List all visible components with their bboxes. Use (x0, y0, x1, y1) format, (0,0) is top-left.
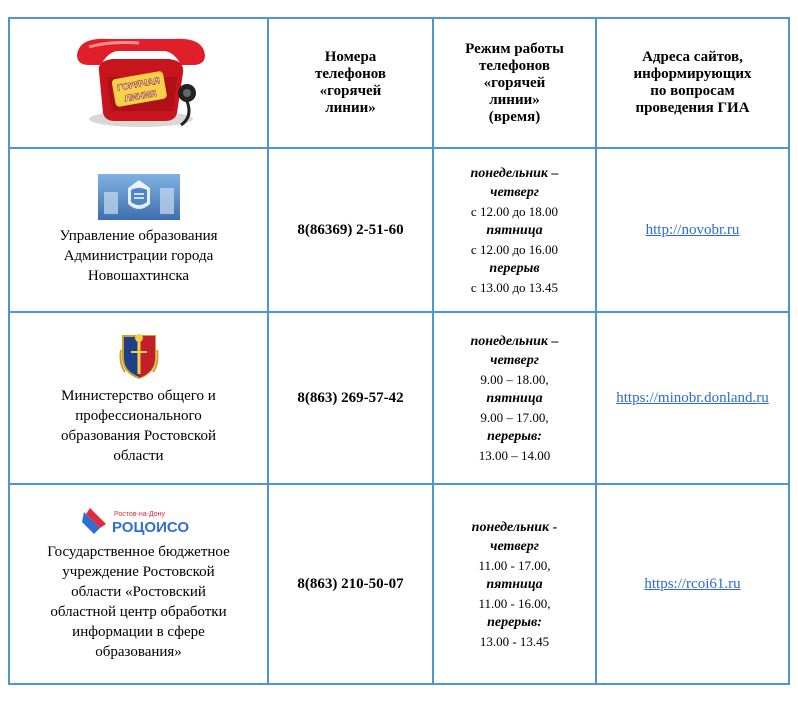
schedule-days: четверг (490, 538, 539, 554)
schedule-days: пятница (486, 390, 543, 406)
schedule-time: с 12.00 до 16.00 (470, 241, 559, 257)
website-link[interactable]: https://minobr.donland.ru (616, 390, 769, 406)
table-row (9, 484, 789, 684)
org-name-line: образования» (95, 644, 182, 660)
org-name-line: области (113, 448, 164, 464)
education-department-logo (98, 174, 180, 220)
org-cell (9, 484, 268, 684)
schedule-break-label: перерыв (489, 260, 540, 276)
schedule-time: 13.00 - 13.45 (479, 633, 550, 649)
schedule-cell (433, 484, 596, 684)
org-name-line: области «Ростовский (71, 584, 206, 600)
org-name-line: информации в сфере (72, 624, 205, 640)
phone-number: 8(86369) 2-51-60 (268, 148, 433, 312)
rostov-coat-of-arms-icon (119, 330, 159, 380)
schedule-days: четверг (490, 352, 539, 368)
header-line: телефонов (314, 66, 387, 82)
hotline-table (8, 17, 790, 685)
schedule-days: понедельник – (470, 165, 559, 181)
org-name-line: областной центр обработки (50, 604, 227, 620)
schedule-time: 9.00 – 18.00, (480, 371, 549, 387)
schedule-time: 11.00 - 17.00, (478, 557, 551, 573)
header-line: Адреса сайтов, (642, 49, 743, 65)
website-link[interactable]: https://rcoi61.ru (644, 576, 741, 592)
header-line: линии» (489, 91, 540, 108)
schedule-days: пятница (486, 576, 543, 592)
header-line: Номера (324, 49, 377, 65)
hotline-phone-icon (69, 31, 209, 131)
schedule-days: четверг (490, 184, 539, 200)
schedule-break-label: перерыв: (487, 428, 542, 444)
header-line: (время) (488, 108, 541, 125)
header-schedule (433, 18, 596, 148)
schedule-days: понедельник - (471, 519, 558, 535)
svg-text:Ростов-на-Дону: Ростов-на-Дону (113, 511, 165, 518)
header-line: телефонов (478, 57, 551, 74)
rcoi-logo (80, 506, 198, 536)
website-cell (596, 312, 789, 484)
schedule-time: 11.00 - 16.00, (478, 595, 551, 611)
header-line: информирующих (633, 66, 752, 82)
svg-text:РОЦОИСО: РОЦОИСО (111, 519, 189, 536)
header-line: проведения ГИА (635, 100, 750, 116)
header-line: «горячей (483, 74, 546, 91)
header-line: «горячей (319, 83, 382, 99)
svg-text:ЛИНИЯ: ЛИНИЯ (123, 87, 157, 104)
website-cell (596, 484, 789, 684)
schedule-cell (433, 312, 596, 484)
schedule-break-label: перерыв: (487, 614, 542, 630)
phone-number: 8(863) 269-57-42 (268, 312, 433, 484)
schedule-time: с 12.00 до 18.00 (470, 203, 559, 219)
header-row (9, 18, 789, 148)
org-name-line: Новошахтинска (87, 268, 190, 284)
header-line: линии» (325, 100, 376, 116)
table-row (9, 148, 789, 312)
table-row (9, 312, 789, 484)
schedule-time: 9.00 – 17.00, (480, 409, 549, 425)
org-name-line: образования Ростовской (61, 428, 216, 444)
header-phone-numbers (268, 18, 433, 148)
org-name-line: Управление образования (59, 228, 218, 244)
svg-text:ГОРЯЧАЯ: ГОРЯЧАЯ (115, 74, 161, 93)
org-name-line: Администрации города (63, 248, 214, 264)
website-link[interactable]: http://novobr.ru (645, 222, 740, 238)
org-cell (9, 148, 268, 312)
schedule-days: пятница (486, 222, 543, 238)
org-cell (9, 312, 268, 484)
website-cell (596, 148, 789, 312)
org-name-line: профессионального (75, 408, 202, 424)
schedule-days: понедельник – (470, 333, 559, 349)
org-name-line: учреждение Ростовской (62, 564, 215, 580)
phone-number: 8(863) 210-50-07 (268, 484, 433, 684)
header-logo-cell (9, 18, 268, 148)
header-line: по вопросам (650, 83, 735, 99)
schedule-time: 13.00 – 14.00 (478, 447, 551, 463)
org-name-line: Государственное бюджетное (47, 544, 230, 560)
header-line: Режим работы (465, 40, 564, 57)
org-name-line: Министерство общего и (61, 388, 216, 404)
header-websites (596, 18, 789, 148)
schedule-cell (433, 148, 596, 312)
schedule-time: с 13.00 до 13.45 (470, 279, 559, 295)
